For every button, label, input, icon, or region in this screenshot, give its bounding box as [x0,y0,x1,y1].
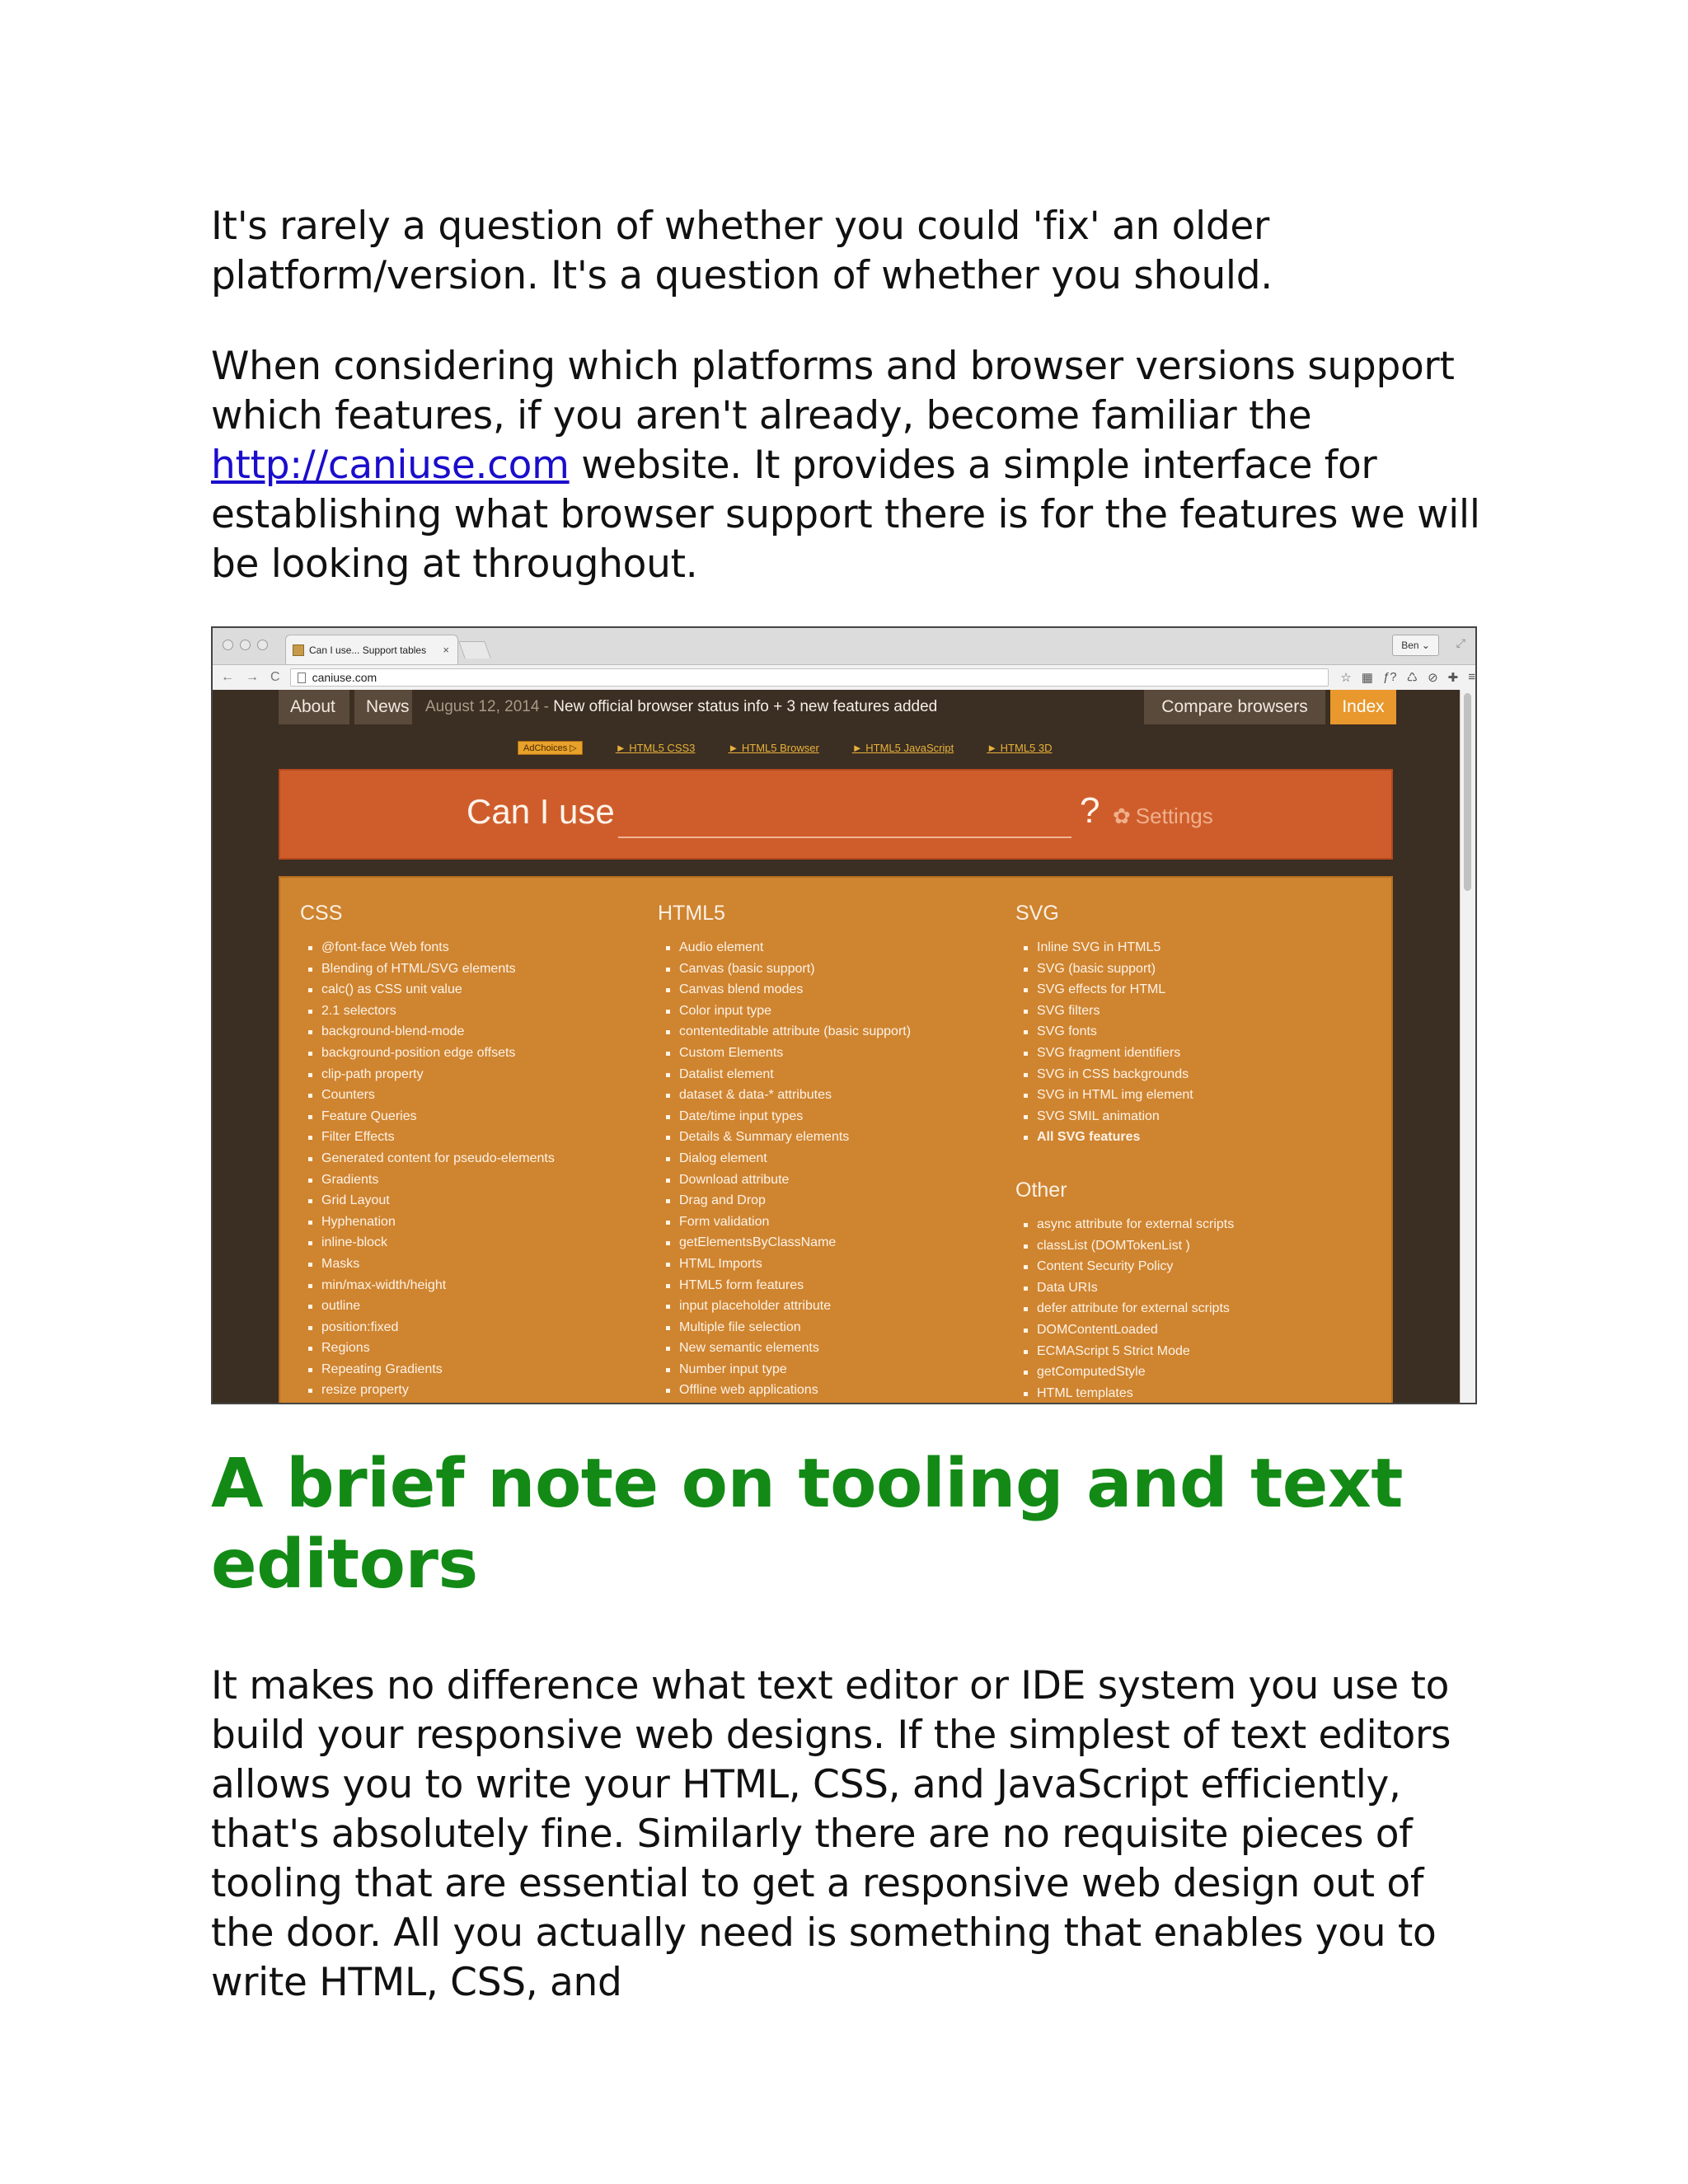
extension-block-icon[interactable]: ⊘ [1428,671,1438,685]
feature-link[interactable]: Audio element [666,937,1004,958]
feature-link[interactable]: Dialog element [666,1148,1004,1169]
settings-label: Settings [1135,804,1213,828]
feature-link[interactable]: Canvas (basic support) [666,958,1004,980]
feature-link[interactable]: outline [308,1296,646,1317]
feature-link[interactable]: Color input type [666,1001,1004,1022]
news-text: New official browser status info + 3 new features added [553,698,938,715]
nav-compare-browsers[interactable]: Compare browsers [1144,690,1325,724]
paragraph-text: website. It provides a simple interface for establishing what browser support there is for the features we will be looking at throughout. [211,443,1480,587]
extension-icons [1340,670,1475,685]
url-text: caniuse.com [312,671,377,684]
feature-link[interactable]: getElementsByClassName [666,1232,1004,1254]
feature-link[interactable]: Multiple file selection [666,1317,1004,1338]
nav-about[interactable]: About [279,690,349,724]
feature-link[interactable]: position:fixed [308,1317,646,1338]
paragraph-caniuse [211,342,1480,589]
feature-link[interactable]: getComputedStyle [1024,1361,1362,1383]
feature-link[interactable]: Form validation [666,1212,1004,1233]
browser-tab[interactable] [285,635,458,664]
svg-feature-list [1015,937,1362,1148]
feature-link[interactable]: contenteditable attribute (basic support) [666,1021,1004,1043]
maximize-window-icon[interactable] [257,640,268,650]
feature-link[interactable]: SVG (basic support) [1024,958,1362,980]
search-banner [279,769,1393,860]
settings-button[interactable] [1113,804,1213,829]
feature-link[interactable]: input placeholder attribute [666,1296,1004,1317]
address-bar[interactable] [290,668,1329,687]
feature-link[interactable]: Generated content for pseudo-elements [308,1148,646,1169]
caniuse-screenshot [211,626,1477,1404]
extension-android-icon[interactable]: ✚ [1447,671,1459,685]
extension-recycle-icon[interactable]: ♺ [1406,671,1418,685]
tab-title: Can I use... Support tables [309,644,427,656]
ad-links [518,739,1053,756]
window-controls [223,640,268,650]
adchoices-badge[interactable]: AdChoices ▷ [518,741,583,755]
feature-link[interactable]: dataset & data-* attributes [666,1085,1004,1106]
nav-buttons [221,670,280,685]
paragraph-tooling: It makes no difference what text editor or IDE system you use to build your responsive web designs. If the simplest of text editors allows you to write your HTML, CSS, and JavaScript efficiently, that's absolutely fine. Similarly there are no requisite pieces of tooling that are essential to get a responsive web design out of the door. All you actually need is something that enables you to write HTML, CSS, and [211,1663,1451,2005]
feature-link[interactable]: Regions [308,1338,646,1359]
feature-link[interactable]: defer attribute for external scripts [1024,1298,1362,1319]
feature-link[interactable]: Canvas blend modes [666,979,1004,1001]
feature-link[interactable]: DOMContentLoaded [1024,1319,1362,1341]
feature-link[interactable]: 2.1 selectors [308,1001,646,1022]
feature-link[interactable]: classList (DOMTokenList ) [1024,1235,1362,1257]
feature-link[interactable]: Custom Elements [666,1043,1004,1064]
other-heading: Other [1015,1178,1067,1202]
feature-link[interactable]: HTML templates [1024,1383,1362,1404]
caniuse-favicon-icon [293,644,304,656]
html5-feature-list [658,937,1004,1401]
feature-link[interactable]: Repeating Gradients [308,1359,646,1380]
feature-link[interactable]: Counters [308,1085,646,1106]
fullscreen-icon[interactable]: ⤢ [1456,636,1465,649]
feature-link[interactable]: background-blend-mode [308,1021,646,1043]
feature-link[interactable]: Feature Queries [308,1106,646,1127]
feature-link[interactable]: Blending of HTML/SVG elements [308,958,646,980]
news-ticker[interactable] [425,690,937,724]
nav-index[interactable]: Index [1330,690,1396,724]
feature-link[interactable]: Gradients [308,1169,646,1191]
ad-link[interactable]: ► HTML5 3D [987,741,1053,754]
feature-link[interactable]: background-position edge offsets [308,1043,646,1064]
feature-link[interactable]: Download attribute [666,1169,1004,1191]
nav-news[interactable]: News [354,690,412,724]
html5-column [658,901,1004,1401]
feature-link[interactable]: SVG effects for HTML [1024,979,1362,1001]
feature-link[interactable]: clip-path property [308,1064,646,1085]
ad-link[interactable]: ► HTML5 JavaScript [851,741,954,754]
caniuse-site [213,690,1462,1404]
feature-link[interactable]: SVG in CSS backgrounds [1024,1064,1362,1085]
profile-button[interactable]: Ben ⌄ [1392,635,1439,656]
feature-link[interactable]: Offline web applications [666,1380,1004,1401]
html5-heading: HTML5 [658,902,725,925]
feature-link[interactable]: New semantic elements [666,1338,1004,1359]
css-heading: CSS [300,902,343,925]
feature-link[interactable]: calc() as CSS unit value [308,979,646,1001]
svg-heading: SVG [1015,902,1059,925]
svg-other-column [1015,901,1362,1404]
feature-link[interactable]: Datalist element [666,1064,1004,1085]
other-feature-list [1015,1214,1362,1404]
feature-link[interactable]: Details & Summary elements [666,1127,1004,1148]
search-input[interactable] [618,797,1071,838]
site-top-nav [279,690,1393,724]
feature-link[interactable]: Filter Effects [308,1127,646,1148]
feature-link[interactable]: ECMAScript 5 Strict Mode [1024,1341,1362,1362]
feature-link[interactable]: async attribute for external scripts [1024,1214,1362,1235]
feature-link[interactable]: SVG fonts [1024,1021,1362,1043]
back-icon[interactable]: ← [221,670,234,684]
section-heading: A brief note on tooling and text editors [211,1445,1403,1604]
browser-toolbar [213,665,1475,691]
scrollbar-thumb[interactable] [1464,693,1471,891]
extension-grid-icon[interactable]: ▦ [1361,671,1373,685]
feature-index [279,876,1393,1404]
ad-link[interactable]: ► HTML5 Browser [728,741,819,754]
feature-link[interactable]: Masks [308,1254,646,1275]
feature-link[interactable]: SVG fragment identifiers [1024,1043,1362,1064]
extension-formula-icon[interactable]: ƒ? [1382,670,1397,684]
feature-link[interactable]: inline-block [308,1232,646,1254]
feature-link[interactable]: HTML Imports [666,1254,1004,1275]
page-icon [298,673,306,683]
feature-link[interactable]: Inline SVG in HTML5 [1024,937,1362,958]
feature-link[interactable]: SVG in HTML img element [1024,1085,1362,1106]
paragraph-intro: It's rarely a question of whether you could 'fix' an older platform/version. It's a question of whether you should. [211,204,1273,298]
reload-icon[interactable]: C [270,670,280,684]
browser-tab-strip [213,628,1475,665]
page-scrollbar[interactable] [1460,690,1475,1404]
css-feature-list [300,937,646,1401]
feature-link[interactable]: SVG SMIL animation [1024,1106,1362,1127]
css-column [300,901,646,1401]
feature-link[interactable]: min/max-width/height [308,1275,646,1296]
bookmark-star-icon[interactable]: ☆ [1340,671,1352,685]
feature-link[interactable]: Grid Layout [308,1190,646,1212]
search-label: Can I use [467,792,615,831]
tab-close-icon[interactable]: × [443,644,449,656]
new-tab-button[interactable] [458,641,491,658]
caniuse-link[interactable]: http://caniuse.com [211,443,570,488]
feature-link[interactable]: Hyphenation [308,1212,646,1233]
minimize-window-icon[interactable] [240,640,251,650]
feature-link[interactable]: @font-face Web fonts [308,937,646,958]
news-date: August 12, 2014 - [425,698,554,715]
feature-link[interactable]: Number input type [666,1359,1004,1380]
close-window-icon[interactable] [223,640,233,650]
feature-link[interactable]: Content Security Policy [1024,1256,1362,1277]
feature-link[interactable]: Date/time input types [666,1106,1004,1127]
feature-link[interactable]: Data URIs [1024,1277,1362,1299]
gear-icon: ✿ [1113,804,1131,828]
feature-link[interactable]: HTML5 form features [666,1275,1004,1296]
search-question-mark: ? [1080,790,1100,831]
menu-icon[interactable]: ≡ [1468,670,1475,684]
feature-link[interactable]: resize property [308,1380,646,1401]
feature-link[interactable]: Drag and Drop [666,1190,1004,1212]
paragraph-text: When considering which platforms and browser versions support which features, if you aren't already, become familiar the [211,344,1455,438]
ad-link[interactable]: ► HTML5 CSS3 [615,741,696,754]
all-features-link[interactable]: All SVG features [1024,1127,1362,1148]
feature-link[interactable]: SVG filters [1024,1001,1362,1022]
forward-icon[interactable]: → [246,670,259,684]
